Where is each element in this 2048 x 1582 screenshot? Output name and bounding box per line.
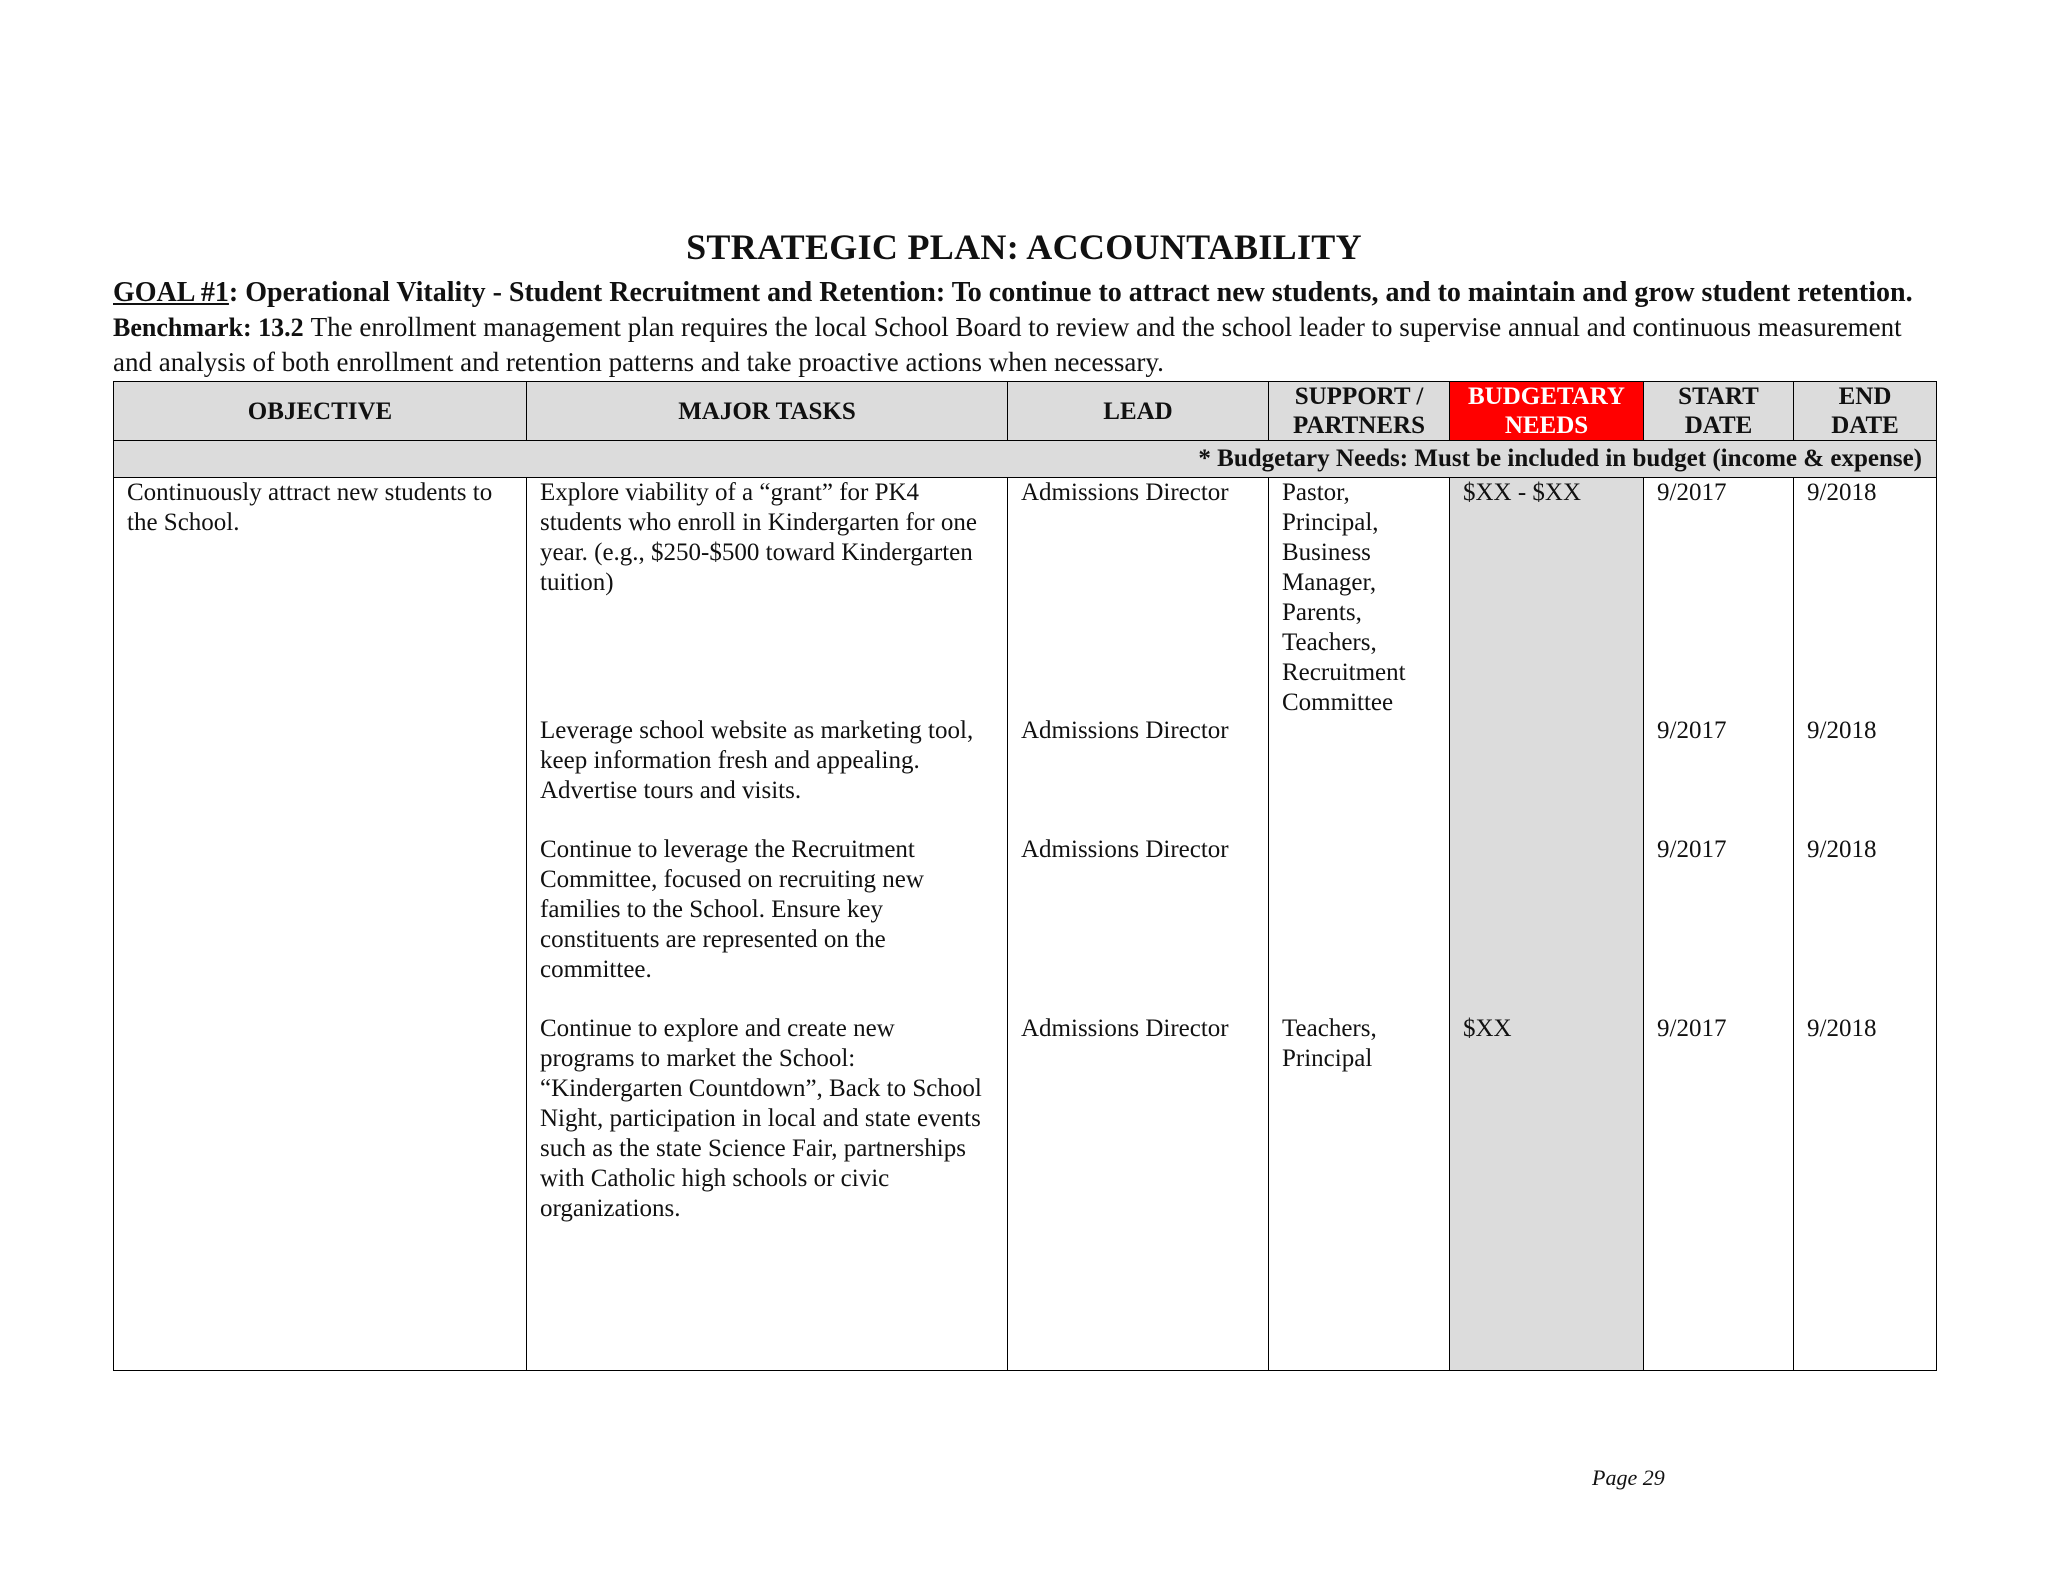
lead-text: Admissions Director bbox=[1021, 836, 1229, 863]
budget-text bbox=[1463, 716, 1630, 835]
support-text: Teachers, Principal bbox=[1282, 1015, 1377, 1072]
lead-text: Admissions Director bbox=[1021, 1015, 1229, 1042]
end-date-text: 9/2018 bbox=[1807, 836, 1877, 863]
start-date-text: 9/2017 bbox=[1657, 479, 1727, 506]
objective-cell bbox=[114, 478, 527, 1371]
end-date-text: 9/2018 bbox=[1807, 717, 1877, 744]
table-header-row bbox=[114, 382, 1937, 441]
start-date-text: 9/2017 bbox=[1657, 836, 1727, 863]
lead-text: Admissions Director bbox=[1021, 479, 1229, 506]
end-date-cell bbox=[1794, 478, 1937, 1371]
goal-label: GOAL #1 bbox=[113, 277, 229, 308]
task-text: Explore viability of a “grant” for PK4 students who enroll in Kindergarten for one year. (e.g., $250-$500 toward Kindergarten tuition) bbox=[540, 479, 977, 596]
task-text: Continue to explore and create new programs to market the School: “Kindergarten Countdown”, Back to School Night, participation in local and state events such as the state Science Fair, partnerships with Catholic high schools or civic organizations. bbox=[540, 1015, 982, 1222]
budget-cell bbox=[1450, 478, 1644, 1371]
end-date-text: 9/2018 bbox=[1807, 1015, 1877, 1042]
support-text: Pastor, Principal, Business Manager, Parents, Teachers, Recruitment Committee bbox=[1282, 479, 1406, 716]
header-support-partners: SUPPORT / PARTNERS bbox=[1269, 382, 1450, 441]
support-text bbox=[1282, 835, 1436, 1014]
task-text: Continue to leverage the Recruitment Committee, focused on recruiting new families to the School. Ensure key constituents are represented on the committee. bbox=[540, 836, 924, 983]
header-budgetary-needs: BUDGETARY NEEDS bbox=[1450, 382, 1644, 441]
header-end-date: END DATE bbox=[1794, 382, 1937, 441]
budget-note-row bbox=[114, 441, 1937, 478]
major-tasks-cell bbox=[527, 478, 1008, 1371]
start-date-text: 9/2017 bbox=[1657, 1015, 1727, 1042]
strategic-plan-table bbox=[113, 381, 1937, 1371]
budget-note: * Budgetary Needs: Must be included in budget (income & expense) bbox=[114, 441, 1937, 478]
end-date-text: 9/2018 bbox=[1807, 479, 1877, 506]
page-number: Page 29 bbox=[1592, 1465, 1665, 1490]
header-major-tasks: MAJOR TASKS bbox=[527, 382, 1008, 441]
goal-heading: : Operational Vitality - Student Recruitment and Retention: To continue to attract new students, and to maintain and grow student retention. bbox=[228, 277, 1913, 308]
budget-text: $XX - $XX bbox=[1463, 479, 1582, 506]
start-date-text: 9/2017 bbox=[1657, 717, 1727, 744]
task-text: Leverage school website as marketing tool, keep information fresh and appealing. Advertise tours and visits. bbox=[540, 717, 974, 804]
objective-text: Continuously attract new students to the School. bbox=[127, 479, 493, 536]
budget-text: $XX bbox=[1463, 1015, 1512, 1042]
header-objective: OBJECTIVE bbox=[114, 382, 527, 441]
header-start-date: START DATE bbox=[1644, 382, 1794, 441]
lead-cell bbox=[1008, 478, 1269, 1371]
header-lead: LEAD bbox=[1008, 382, 1269, 441]
support-text bbox=[1282, 716, 1436, 835]
support-cell bbox=[1269, 478, 1450, 1371]
table-row bbox=[114, 478, 1937, 1371]
goal-statement bbox=[113, 276, 1943, 380]
benchmark-text: The enrollment management plan requires the local School Board to review and the school leader to supervise annual and continuous measurement and analysis of both enrollment and retention patterns and take proactive actions when necessary. bbox=[113, 312, 1902, 377]
lead-text: Admissions Director bbox=[1021, 717, 1229, 744]
start-date-cell bbox=[1644, 478, 1794, 1371]
budget-text bbox=[1463, 835, 1630, 1014]
benchmark-label: Benchmark: 13.2 bbox=[113, 313, 304, 342]
page-title: STRATEGIC PLAN: ACCOUNTABILITY bbox=[686, 227, 1362, 267]
